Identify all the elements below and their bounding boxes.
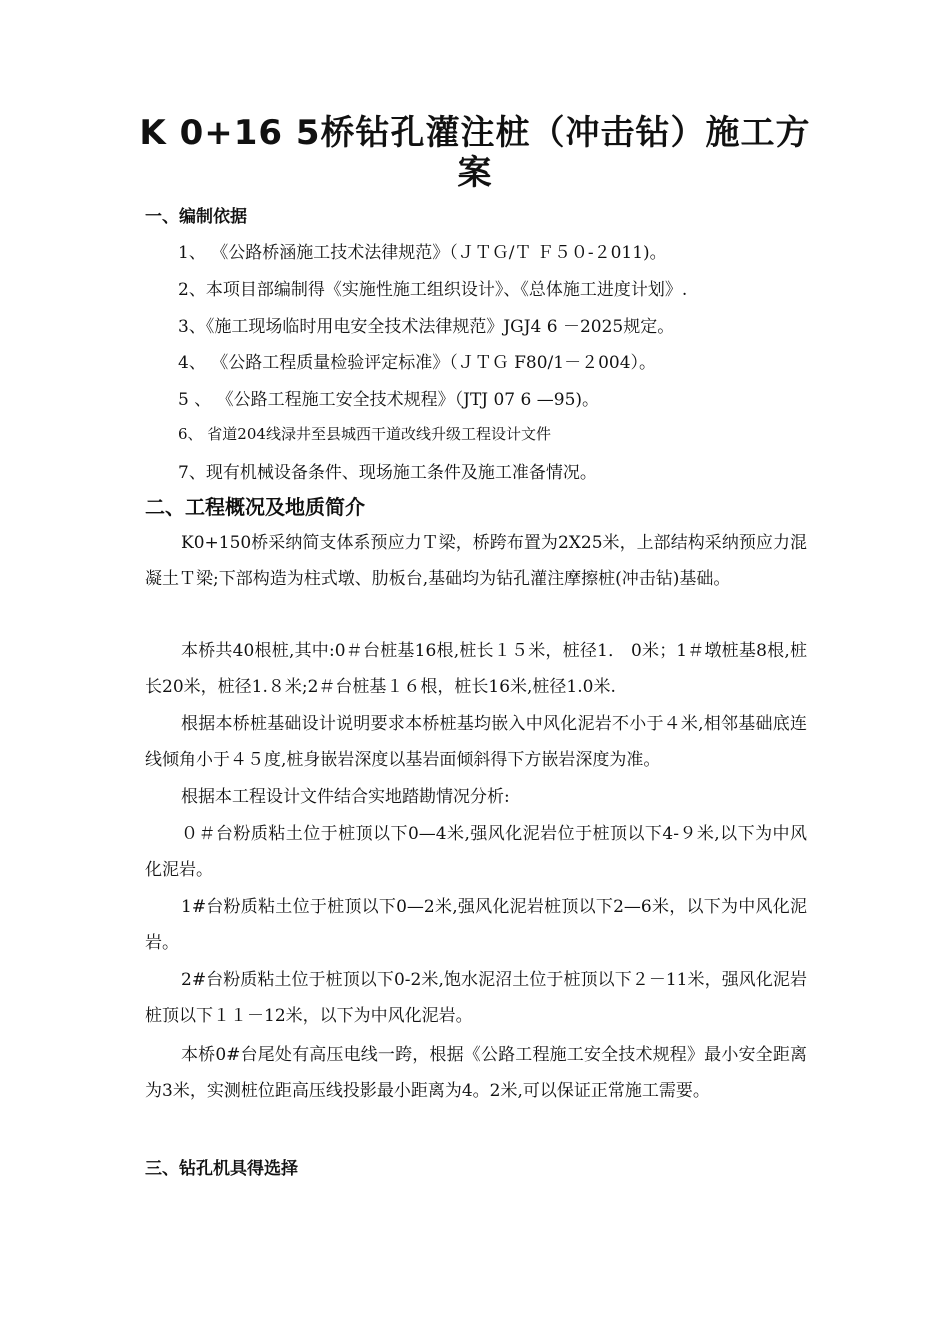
- section-heading-overview: 二、工程概况及地质简介: [145, 495, 365, 519]
- overview-paragraph-7: 2#台粉质粘土位于桩顶以下0-2米,饱水泥沼土位于桩顶以下２－11米，强风化泥岩桩顶以下１１－12米，以下为中风化泥岩。: [145, 970, 807, 1026]
- basis-item-5: 5 、 《公路工程施工安全技术规程》（JTJ 07 6 —95)。: [178, 390, 600, 410]
- overview-paragraph-1: K0+150桥采纳简支体系预应力Ｔ梁，桥跨布置为2X25米，上部结构采纳预应力混凝土Ｔ梁;下部构造为柱式墩、肋板台,基础均为钻孔灌注摩擦桩(冲击钻)基础。: [145, 533, 807, 589]
- overview-paragraph-5: ０＃台粉质粘土位于桩顶以下0—4米,强风化泥岩位于桩顶以下4-９米,以下为中风化泥岩。: [145, 824, 807, 880]
- section-heading-drilling-equipment: 三、钻孔机具得选择: [145, 1159, 298, 1179]
- overview-paragraph-4: 根据本工程设计文件结合实地踏勘情况分析:: [181, 787, 510, 807]
- overview-paragraph-3: 根据本桥桩基础设计说明要求本桥桩基均嵌入中风化泥岩不小于４米,相邻基础底连线倾角小于４５度,桩身嵌岩深度以基岩面倾斜得下方嵌岩深度为准。: [145, 714, 807, 770]
- overview-paragraph-6: 1#台粉质粘土位于桩顶以下0—2米,强风化泥岩桩顶以下2—6米，以下为中风化泥岩。: [145, 897, 807, 953]
- basis-item-6: 6、 省道204线渌井至县城西干道改线升级工程设计文件: [178, 425, 551, 443]
- section-heading-basis: 一、编制依据: [145, 207, 247, 227]
- basis-item-2: 2、本项目部编制得《实施性施工组织设计》、《总体施工进度计划》.: [178, 280, 688, 300]
- overview-paragraph-8: 本桥0#台尾处有高压电线一跨，根据《公路工程施工安全技术规程》最小安全距离为3米，实测桩位距高压线投影最小距离为4。2米,可以保证正常施工需要。: [145, 1045, 807, 1101]
- document-title-line-2: 案: [457, 153, 493, 193]
- basis-item-4: 4、 《公路工程质量检验评定标准》（ＪＴＧ F80/1－２004）。: [178, 353, 657, 373]
- basis-item-1: 1、 《公路桥涵施工技术法律规范》（ＪＴＧ/Ｔ Ｆ５０-２011)。: [178, 243, 667, 263]
- overview-paragraph-2: 本桥共40根桩,其中:0＃台桩基16根,桩长１５米，桩径1． 0米；1＃墩桩基8根,桩长20米，桩径1.８米;2＃台桩基１６根，桩长16米,桩径1.0米.: [145, 641, 807, 697]
- basis-item-3: 3、《施工现场临时用电安全技术法律规范》JGJ4 6 －2025规定。: [178, 317, 675, 337]
- basis-item-7: 7、现有机械设备条件、现场施工条件及施工准备情况。: [178, 463, 597, 483]
- document-title-line-1: K 0+16 5桥钻孔灌注桩（冲击钻）施工方: [139, 113, 811, 153]
